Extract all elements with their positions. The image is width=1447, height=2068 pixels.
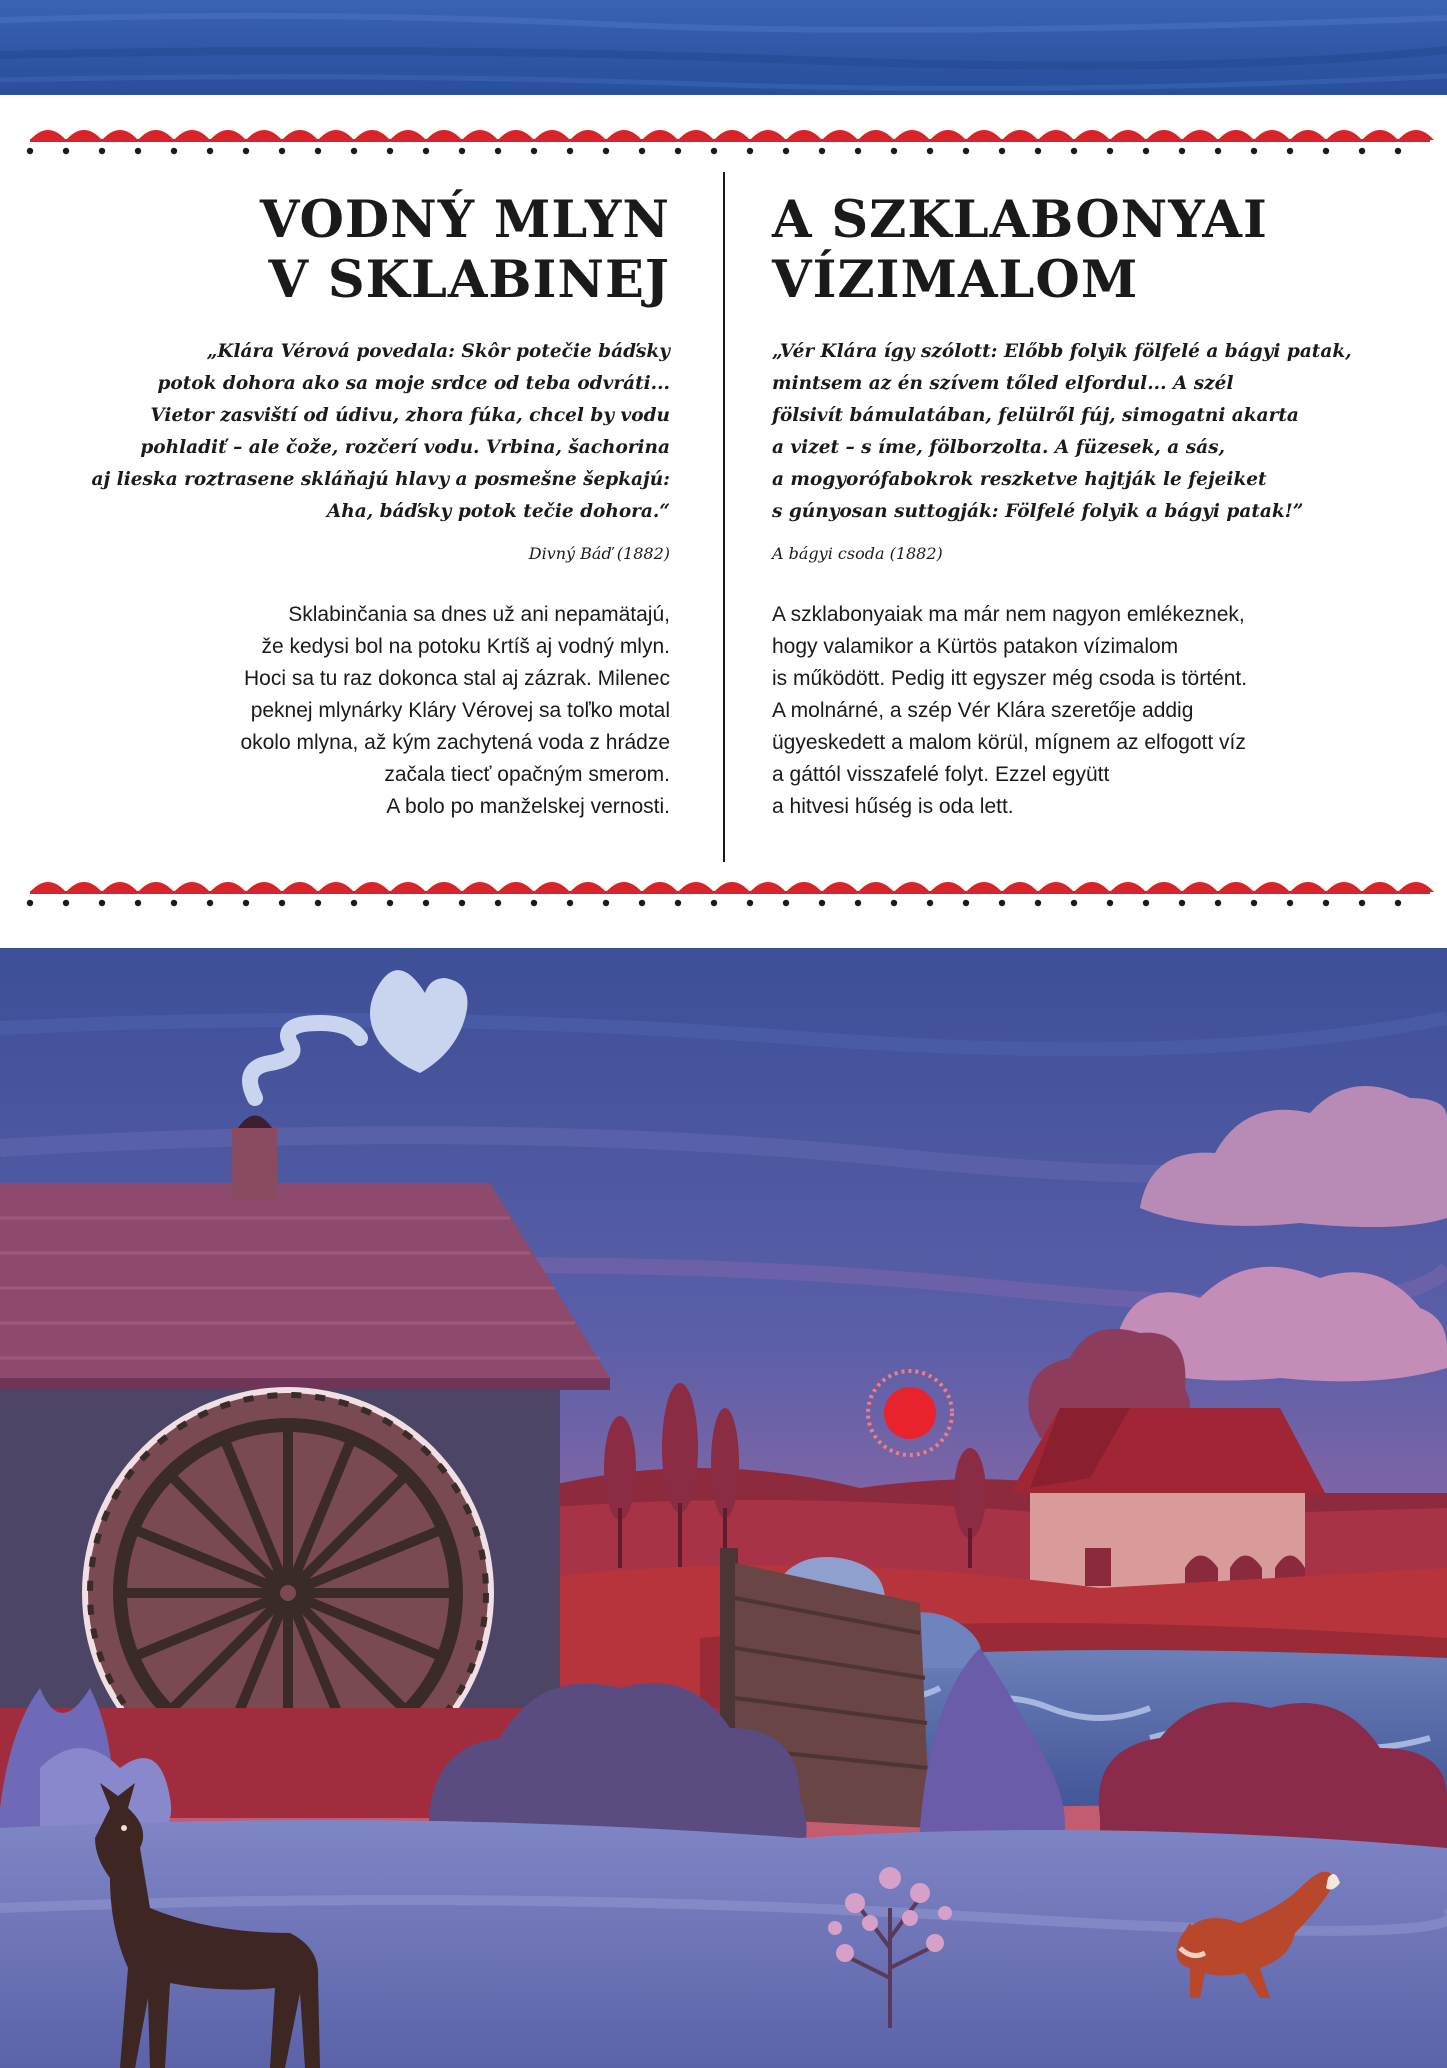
border-dot [99, 900, 105, 906]
border-dot [1287, 148, 1293, 154]
scallop [1182, 130, 1218, 140]
border-dot [1251, 900, 1257, 906]
quote-line: s gúnyosan suttogják: Fölfelé folyik a bágyi patak!” [772, 501, 1304, 522]
hungarian-title-line: VÍZIMALOM [772, 250, 1139, 310]
border-dot [495, 900, 501, 906]
border-dot [63, 148, 69, 154]
border-dot [1071, 900, 1077, 906]
decorative-border-top [0, 118, 1447, 166]
border-dot [351, 900, 357, 906]
scallop [210, 130, 246, 140]
scallop [1002, 882, 1038, 892]
border-dot [27, 900, 33, 906]
scallop [858, 130, 894, 140]
border-dot [1107, 900, 1113, 906]
scallop [318, 130, 354, 140]
scallop [174, 130, 210, 140]
border-dot [1035, 900, 1041, 906]
border-dot [639, 148, 645, 154]
border-dot [1323, 148, 1329, 154]
body-line: a hitvesi hűség is oda lett. [772, 795, 1014, 818]
scallop [678, 130, 714, 140]
border-dot [63, 900, 69, 906]
scallop [1254, 882, 1290, 892]
scallop [30, 882, 66, 892]
scallop [426, 130, 462, 140]
border-dot [1215, 148, 1221, 154]
top-blue-band [0, 0, 1447, 95]
border-dot [1395, 148, 1401, 154]
quote-line: pohladiť – ale čože, rozčerí vodu. Vrbina, šachorina [140, 437, 670, 458]
quote-line: mintsem az én szívem tőled elfordul... A szél [772, 373, 1234, 394]
scallop [606, 882, 642, 892]
body-line: peknej mlynárky Kláry Vérovej sa toľko motal [250, 699, 670, 722]
border-dot [1395, 900, 1401, 906]
border-dot [891, 148, 897, 154]
border-dot [351, 148, 357, 154]
border-dot [423, 148, 429, 154]
scallop [1038, 882, 1074, 892]
scallop [1146, 882, 1182, 892]
border-line [30, 139, 1430, 142]
border-dot [315, 148, 321, 154]
scallop [786, 882, 822, 892]
slovak-title-line: VODNÝ MLYN [259, 190, 670, 250]
slovak-source: Divný Báď (1882) [528, 544, 670, 563]
border-dot [1359, 148, 1365, 154]
hungarian-title [772, 190, 1412, 310]
scallop [174, 882, 210, 892]
scallop [1074, 130, 1110, 140]
border-dot [783, 148, 789, 154]
border-dot [135, 900, 141, 906]
body-line: A molnárné, a szép Vér Klára szeretője addig [772, 699, 1194, 722]
border-dot [891, 900, 897, 906]
border-dot [387, 148, 393, 154]
scallop [1218, 882, 1254, 892]
body-line: A bolo po manželskej vernosti. [386, 795, 670, 818]
scallop [714, 130, 750, 140]
scallop [1038, 130, 1074, 140]
body-line: is működött. Pedig itt egyszer még csoda is történt. [772, 667, 1248, 690]
body-line: ügyeskedett a malom körül, mígnem az elfogott víz [772, 731, 1246, 754]
scallop [498, 882, 534, 892]
scallop [678, 882, 714, 892]
quote-line: Aha, báďsky potok tečie dohora.“ [326, 501, 670, 522]
scallop [894, 130, 930, 140]
scallop [246, 130, 282, 140]
scallop [1218, 130, 1254, 140]
scallop [102, 882, 138, 892]
scallop [498, 130, 534, 140]
border-dot [1143, 900, 1149, 906]
border-dot [819, 148, 825, 154]
scallop [210, 882, 246, 892]
scallop [390, 130, 426, 140]
border-dot [747, 900, 753, 906]
body-line: hogy valamikor a Kürtös patakon vízimalom [772, 635, 1179, 658]
scallop [642, 882, 678, 892]
border-dot [711, 148, 717, 154]
quote-line: a vizet – s íme, fölborzolta. A füzesek, a sás, [772, 437, 1225, 458]
border-dot [171, 148, 177, 154]
quote-line: „Klára Vérová povedala: Skôr potečie báďsky [206, 341, 670, 362]
scallop [1326, 130, 1362, 140]
scallop [1110, 130, 1146, 140]
border-dot [27, 148, 33, 154]
scallop [138, 882, 174, 892]
scallop [1182, 882, 1218, 892]
border-dot [675, 148, 681, 154]
border-dot [1287, 900, 1293, 906]
scallop [606, 130, 642, 140]
scallop [1254, 130, 1290, 140]
border-dot [1179, 148, 1185, 154]
quote-line: a mogyorófabokrok reszketve hajtják le fejeiket [772, 469, 1267, 490]
slovak-body [30, 599, 670, 823]
scallop [1110, 882, 1146, 892]
scallop [102, 130, 138, 140]
border-line [30, 891, 1430, 894]
border-dot [315, 900, 321, 906]
border-dot [1143, 148, 1149, 154]
border-dot [783, 900, 789, 906]
quote-line: aj lieska roztrasene skláňajú hlavy a posmešne šepkajú: [91, 469, 670, 490]
scallop [30, 130, 66, 140]
scallop [1290, 882, 1326, 892]
scallop [534, 130, 570, 140]
border-dot [1179, 900, 1185, 906]
scallop [1362, 882, 1398, 892]
border-dot [639, 900, 645, 906]
scallop [1362, 130, 1398, 140]
scallop [318, 882, 354, 892]
hungarian-title-line: A SZKLABONYAI [772, 190, 1268, 250]
border-dot [603, 900, 609, 906]
border-dot [567, 148, 573, 154]
body-line: a gáttól visszafelé folyt. Ezzel együtt [772, 763, 1110, 786]
border-dot [1107, 148, 1113, 154]
scallop [1398, 130, 1434, 140]
border-dot [1251, 148, 1257, 154]
scallop [570, 130, 606, 140]
border-dot [675, 900, 681, 906]
scallop [966, 882, 1002, 892]
border-dot [171, 900, 177, 906]
border-dot [531, 148, 537, 154]
border-dot [927, 148, 933, 154]
quote-line: fölsivít bámulatában, felülről fúj, simogatni akarta [772, 405, 1299, 426]
border-dot [279, 900, 285, 906]
border-dot [99, 148, 105, 154]
scallop [462, 130, 498, 140]
border-dot [963, 900, 969, 906]
border-dot [711, 900, 717, 906]
scallop [534, 882, 570, 892]
scallop [462, 882, 498, 892]
body-line: že kedysi bol na potoku Krtíš aj vodný mlyn. [261, 635, 670, 658]
scallop [822, 882, 858, 892]
scallop [822, 130, 858, 140]
border-dot [135, 148, 141, 154]
scallop [930, 882, 966, 892]
scallop [354, 882, 390, 892]
mill-illustration [0, 948, 1447, 2068]
quote-line: „Vér Klára így szólott: Előbb folyik fölfelé a bágyi patak, [772, 341, 1352, 362]
slovak-column [30, 190, 670, 823]
scallop [426, 882, 462, 892]
scallop [1074, 882, 1110, 892]
scallop [390, 882, 426, 892]
border-dot [1035, 148, 1041, 154]
border-dot [531, 900, 537, 906]
border-dot [855, 148, 861, 154]
border-dot [603, 148, 609, 154]
scallop [570, 882, 606, 892]
scallop [354, 130, 390, 140]
border-dot [855, 900, 861, 906]
scallop [930, 130, 966, 140]
scallop [246, 882, 282, 892]
border-dot [207, 148, 213, 154]
border-dot [1359, 900, 1365, 906]
border-dot [819, 900, 825, 906]
scallop [966, 130, 1002, 140]
border-dot [963, 148, 969, 154]
border-dot [999, 148, 1005, 154]
quote-line: potok dohora ako sa moje srdce od teba odvráti... [157, 373, 670, 394]
border-dot [243, 148, 249, 154]
border-dot [999, 900, 1005, 906]
column-divider [723, 172, 725, 862]
body-line: A szklabonyaiak ma már nem nagyon emlékeznek, [772, 603, 1245, 626]
border-dot [423, 900, 429, 906]
scallop [858, 882, 894, 892]
scallop [1398, 882, 1434, 892]
border-dot [495, 148, 501, 154]
scallop [750, 882, 786, 892]
scallop [642, 130, 678, 140]
border-dot [207, 900, 213, 906]
hungarian-body [772, 599, 1412, 823]
body-line: začala tiecť opačným smerom. [384, 763, 670, 786]
scallop [282, 882, 318, 892]
border-dot [567, 900, 573, 906]
slovak-title [30, 190, 670, 310]
quote-line: Vietor zasviští od údivu, zhora fúka, chcel by vodu [150, 405, 670, 426]
border-dot [279, 148, 285, 154]
border-dot [927, 900, 933, 906]
scallop [786, 130, 822, 140]
hungarian-source: A bágyi csoda (1882) [772, 544, 943, 563]
scallop [1290, 130, 1326, 140]
border-dot [459, 148, 465, 154]
scallop [282, 130, 318, 140]
scallop [1002, 130, 1038, 140]
border-dot [1323, 900, 1329, 906]
scallop [750, 130, 786, 140]
decorative-border-bottom [0, 870, 1447, 918]
border-dot [1071, 148, 1077, 154]
hungarian-column [772, 190, 1412, 823]
border-dot [243, 900, 249, 906]
scallop [66, 882, 102, 892]
scallop [714, 882, 750, 892]
border-dot [1215, 900, 1221, 906]
hungarian-quote [772, 336, 1412, 528]
body-line: okolo mlyna, až kým zachytená voda z hrádze [240, 731, 670, 754]
scallop [1146, 130, 1182, 140]
body-line: Sklabinčania sa dnes už ani nepamätajú, [288, 603, 670, 626]
scallop [894, 882, 930, 892]
body-line: Hoci sa tu raz dokonca stal aj zázrak. Milenec [243, 667, 670, 690]
border-dot [747, 148, 753, 154]
slovak-quote [30, 336, 670, 528]
slovak-title-line: V SKLABINEJ [268, 250, 670, 310]
scallop [66, 130, 102, 140]
scallop [1326, 882, 1362, 892]
scallop [138, 130, 174, 140]
border-dot [387, 900, 393, 906]
border-dot [459, 900, 465, 906]
